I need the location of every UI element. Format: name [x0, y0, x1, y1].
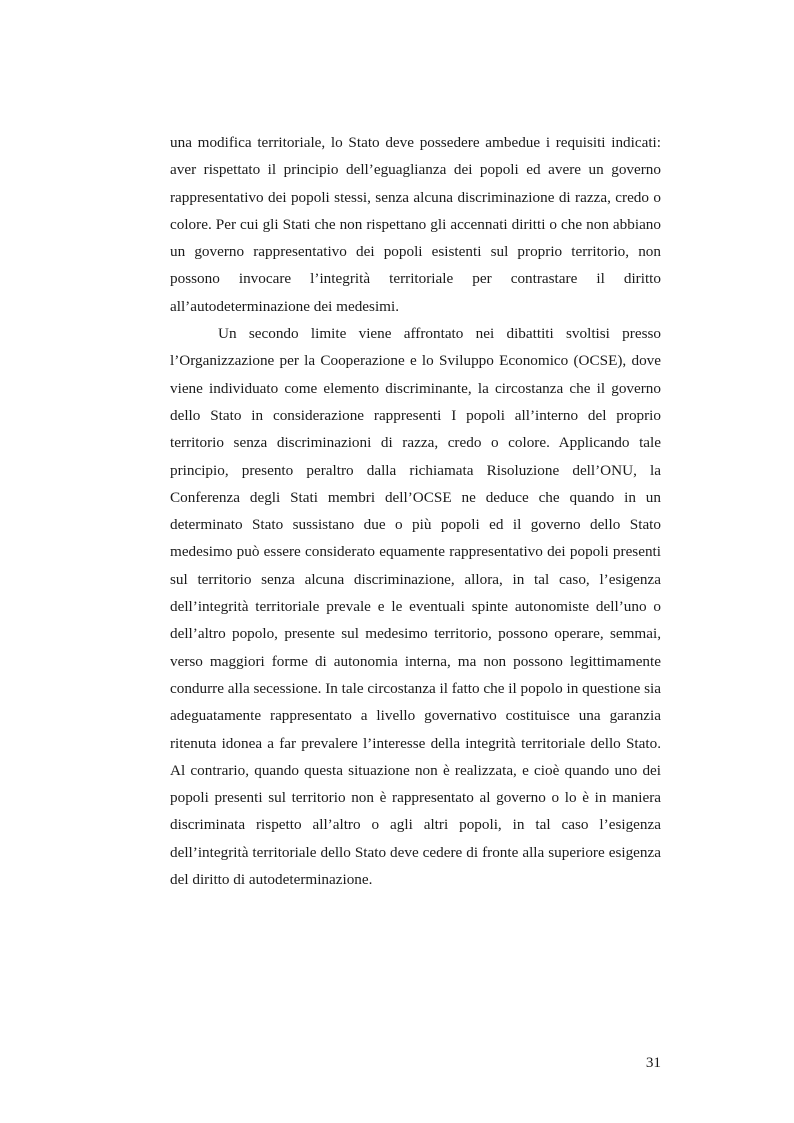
- paragraph-ocse-limit: Un secondo limite viene affrontato nei dibattiti svoltisi presso l’Organizzazione per la Cooperazione e lo Sviluppo Economico (OCSE), dove viene individuato come elemento discriminante, la circostanza che il governo dello Stato in considerazione rappresenti I popoli all’interno del proprio territorio senza discriminazioni di razza, credo o colore. Applicando tale principio, presento peraltro dalla richiamata Risoluzione dell’ONU, la Conferenza degli Stati membri dell’OCSE ne deduce che quando in un determinato Stato sussistano due o più popoli ed il governo dello Stato medesimo può essere considerato equamente rappresentativo dei popoli presenti sul territorio senza alcuna discriminazione, allora, in tal caso, l’esigenza dell’integrità territoriale prevale e le eventuali spinte autonomiste dell’uno o dell’altro popolo, presente sul medesimo territorio, possono operare, semmai, verso maggiori forme di autonomia interna, ma non possono legittimamente condurre alla secessione. In tale circostanza il fatto che il popolo in questione sia adeguatamente rappresentato a livello governativo costituisce una garanzia ritenuta idonea a far prevalere l’interesse della integrità territoriale dello Stato. Al contrario, quando questa situazione non è realizzata, e cioè quando uno dei popoli presenti sul territorio non è rappresentato al governo o lo è in maniera discriminata rispetto all’altro o agli altri popoli, in tal caso l’esigenza dell’integrità territoriale dello Stato deve cedere di fronte alla superiore esigenza del diritto di autodeterminazione.: [170, 325, 661, 889]
- body-text: [170, 129, 661, 893]
- page-number: 31: [645, 1054, 661, 1071]
- paragraph-continuation: una modifica territoriale, lo Stato deve possedere ambedue i requisiti indicati: aver rispettato il principio dell’eguaglianza dei popoli ed avere un governo rappresentativo dei popoli stessi, senza alcuna discriminazione di razza, credo o colore. Per cui gli Stati che non rispettano gli accennati diritti o che non abbiano un governo rappresentativo dei popoli esistenti sul proprio territorio, non possono invocare l’integrità territoriale per contrastare il diritto all’autodeterminazione dei medesimi.: [170, 134, 661, 315]
